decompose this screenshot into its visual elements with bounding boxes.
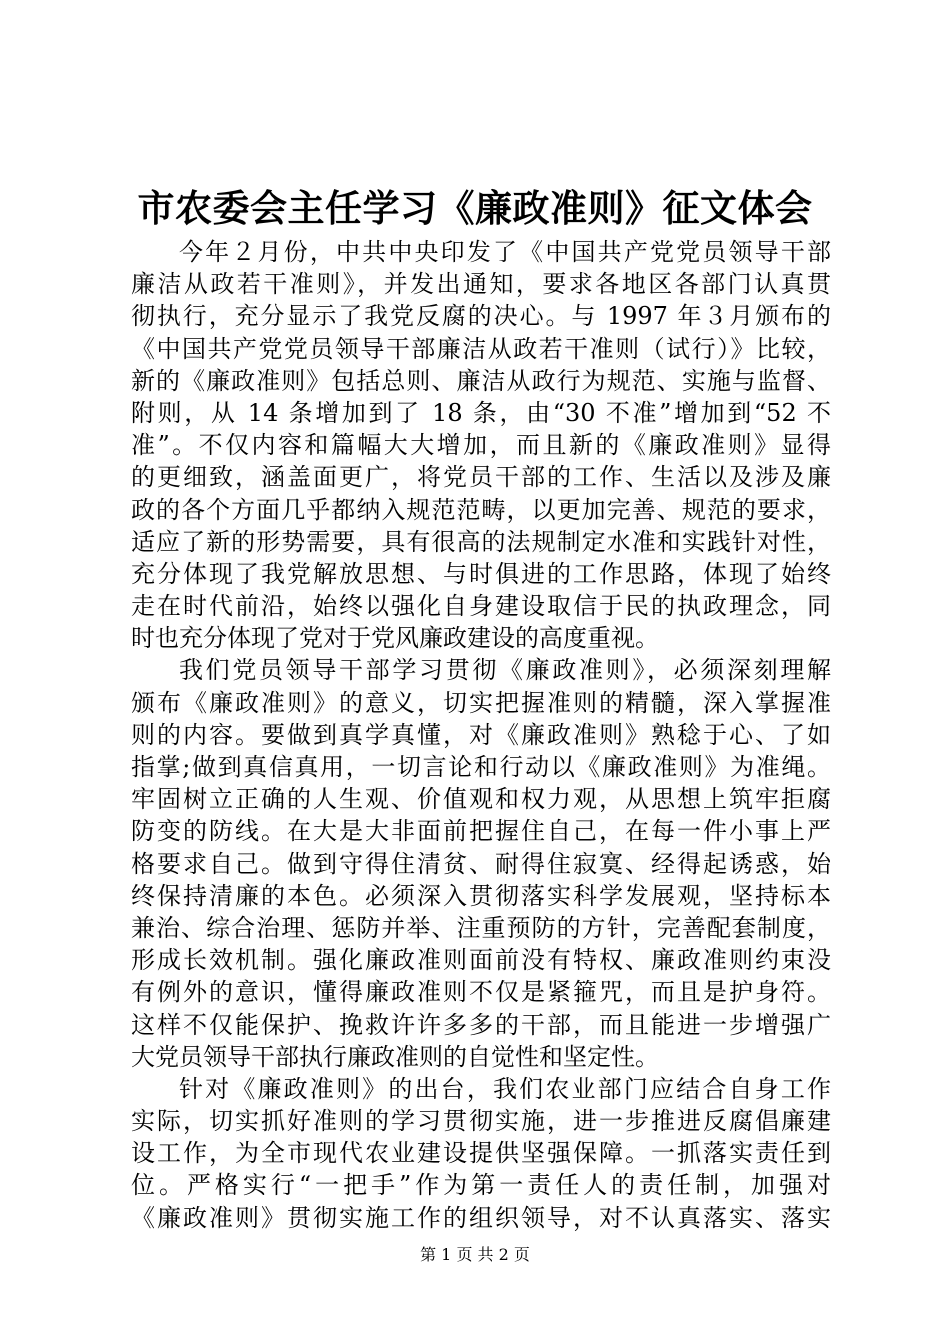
body-line: 这样不仅能保护、挽救许许多多的干部，而且能进一步增强广 (131, 1010, 831, 1039)
body-line: 牢固树立正确的人生观、价值观和权力观，从思想上筑牢拒腐 (131, 785, 831, 814)
body-line: 走在时代前沿，始终以强化自身建设取信于民的执政理念，同 (131, 592, 831, 621)
body-line: 针对《廉政准则》的出台，我们农业部门应结合自身工作 (179, 1074, 831, 1103)
body-line: 颁布《廉政准则》的意义，切实把握准则的精髓，深入掌握准 (131, 688, 831, 717)
body-line: 实际，切实抓好准则的学习贯彻实施，进一步推进反腐倡廉建 (131, 1107, 831, 1136)
body-line: 有例外的意识，懂得廉政准则不仅是紧箍咒，而且是护身符。 (131, 978, 831, 1007)
body-line: 形成长效机制。强化廉政准则面前没有特权、廉政准则约束没 (131, 946, 831, 975)
body-line: 我们党员领导干部学习贯彻《廉政准则》，必须深刻理解 (179, 656, 831, 685)
body-line: 防变的防线。在大是大非面前把握住自己，在每一件小事上严 (131, 817, 831, 846)
body-line: 准”。不仅内容和篇幅大大增加，而且新的《廉政准则》显得 (131, 431, 831, 460)
document-title: 市农委会主任学习《廉政准则》征文体会 (137, 186, 813, 230)
body-line: 新的《廉政准则》包括总则、廉洁从政行为规范、实施与监督、 (131, 366, 831, 395)
document-body (131, 236, 831, 1234)
body-line: 《廉政准则》贯彻实施工作的组织领导，对不认真落实、落实 (131, 1203, 831, 1232)
body-line: 廉洁从政若干准则》，并发出通知，要求各地区各部门认真贯 (131, 270, 831, 299)
body-line: 政的各个方面几乎都纳入规范范畴，以更加完善、规范的要求， (131, 495, 831, 524)
body-line: 大党员领导干部执行廉政准则的自觉性和坚定性。 (131, 1042, 659, 1071)
body-line: 则的内容。要做到真学真懂，对《廉政准则》熟稔于心、了如 (131, 720, 831, 749)
body-line: 的更细致，涵盖面更广，将党员干部的工作、生活以及涉及廉 (131, 463, 831, 492)
body-line: 充分体现了我党解放思想、与时俱进的工作思路，体现了始终 (131, 559, 831, 588)
body-line: 时也充分体现了党对于党风廉政建设的高度重视。 (131, 624, 659, 653)
body-line: 终保持清廉的本色。必须深入贯彻落实科学发展观，坚持标本 (131, 881, 831, 910)
body-line: 《中国共产党党员领导干部廉洁从政若干准则（试行）》比较， (131, 334, 831, 363)
body-line: 适应了新的形势需要，具有很高的法规制定水准和实践针对性， (131, 527, 831, 556)
page-number-footer: 第 1 页 共 2 页 (420, 1245, 530, 1264)
body-line: 指掌;做到真信真用，一切言论和行动以《廉政准则》为准绳。 (131, 753, 831, 781)
body-line: 今年２月份，中共中央印发了《中国共产党党员领导干部 (179, 238, 831, 266)
body-line: 格要求自己。做到守得住清贫、耐得住寂寞、经得起诱惑，始 (131, 849, 831, 878)
body-line: 附则，从 14 条增加到了 18 条，由“30 不准”增加到“52 不 (131, 398, 831, 427)
body-line: 兼治、综合治理、惩防并举、注重预防的方针，完善配套制度， (131, 913, 831, 942)
body-line: 彻执行，充分显示了我党反腐的决心。与 1997 年３月颁布的 (131, 302, 831, 331)
body-line: 设工作，为全市现代农业建设提供坚强保障。一抓落实责任到 (131, 1139, 831, 1168)
body-line: 位。严格实行“一把手”作为第一责任人的责任制，加强对 (131, 1171, 831, 1200)
